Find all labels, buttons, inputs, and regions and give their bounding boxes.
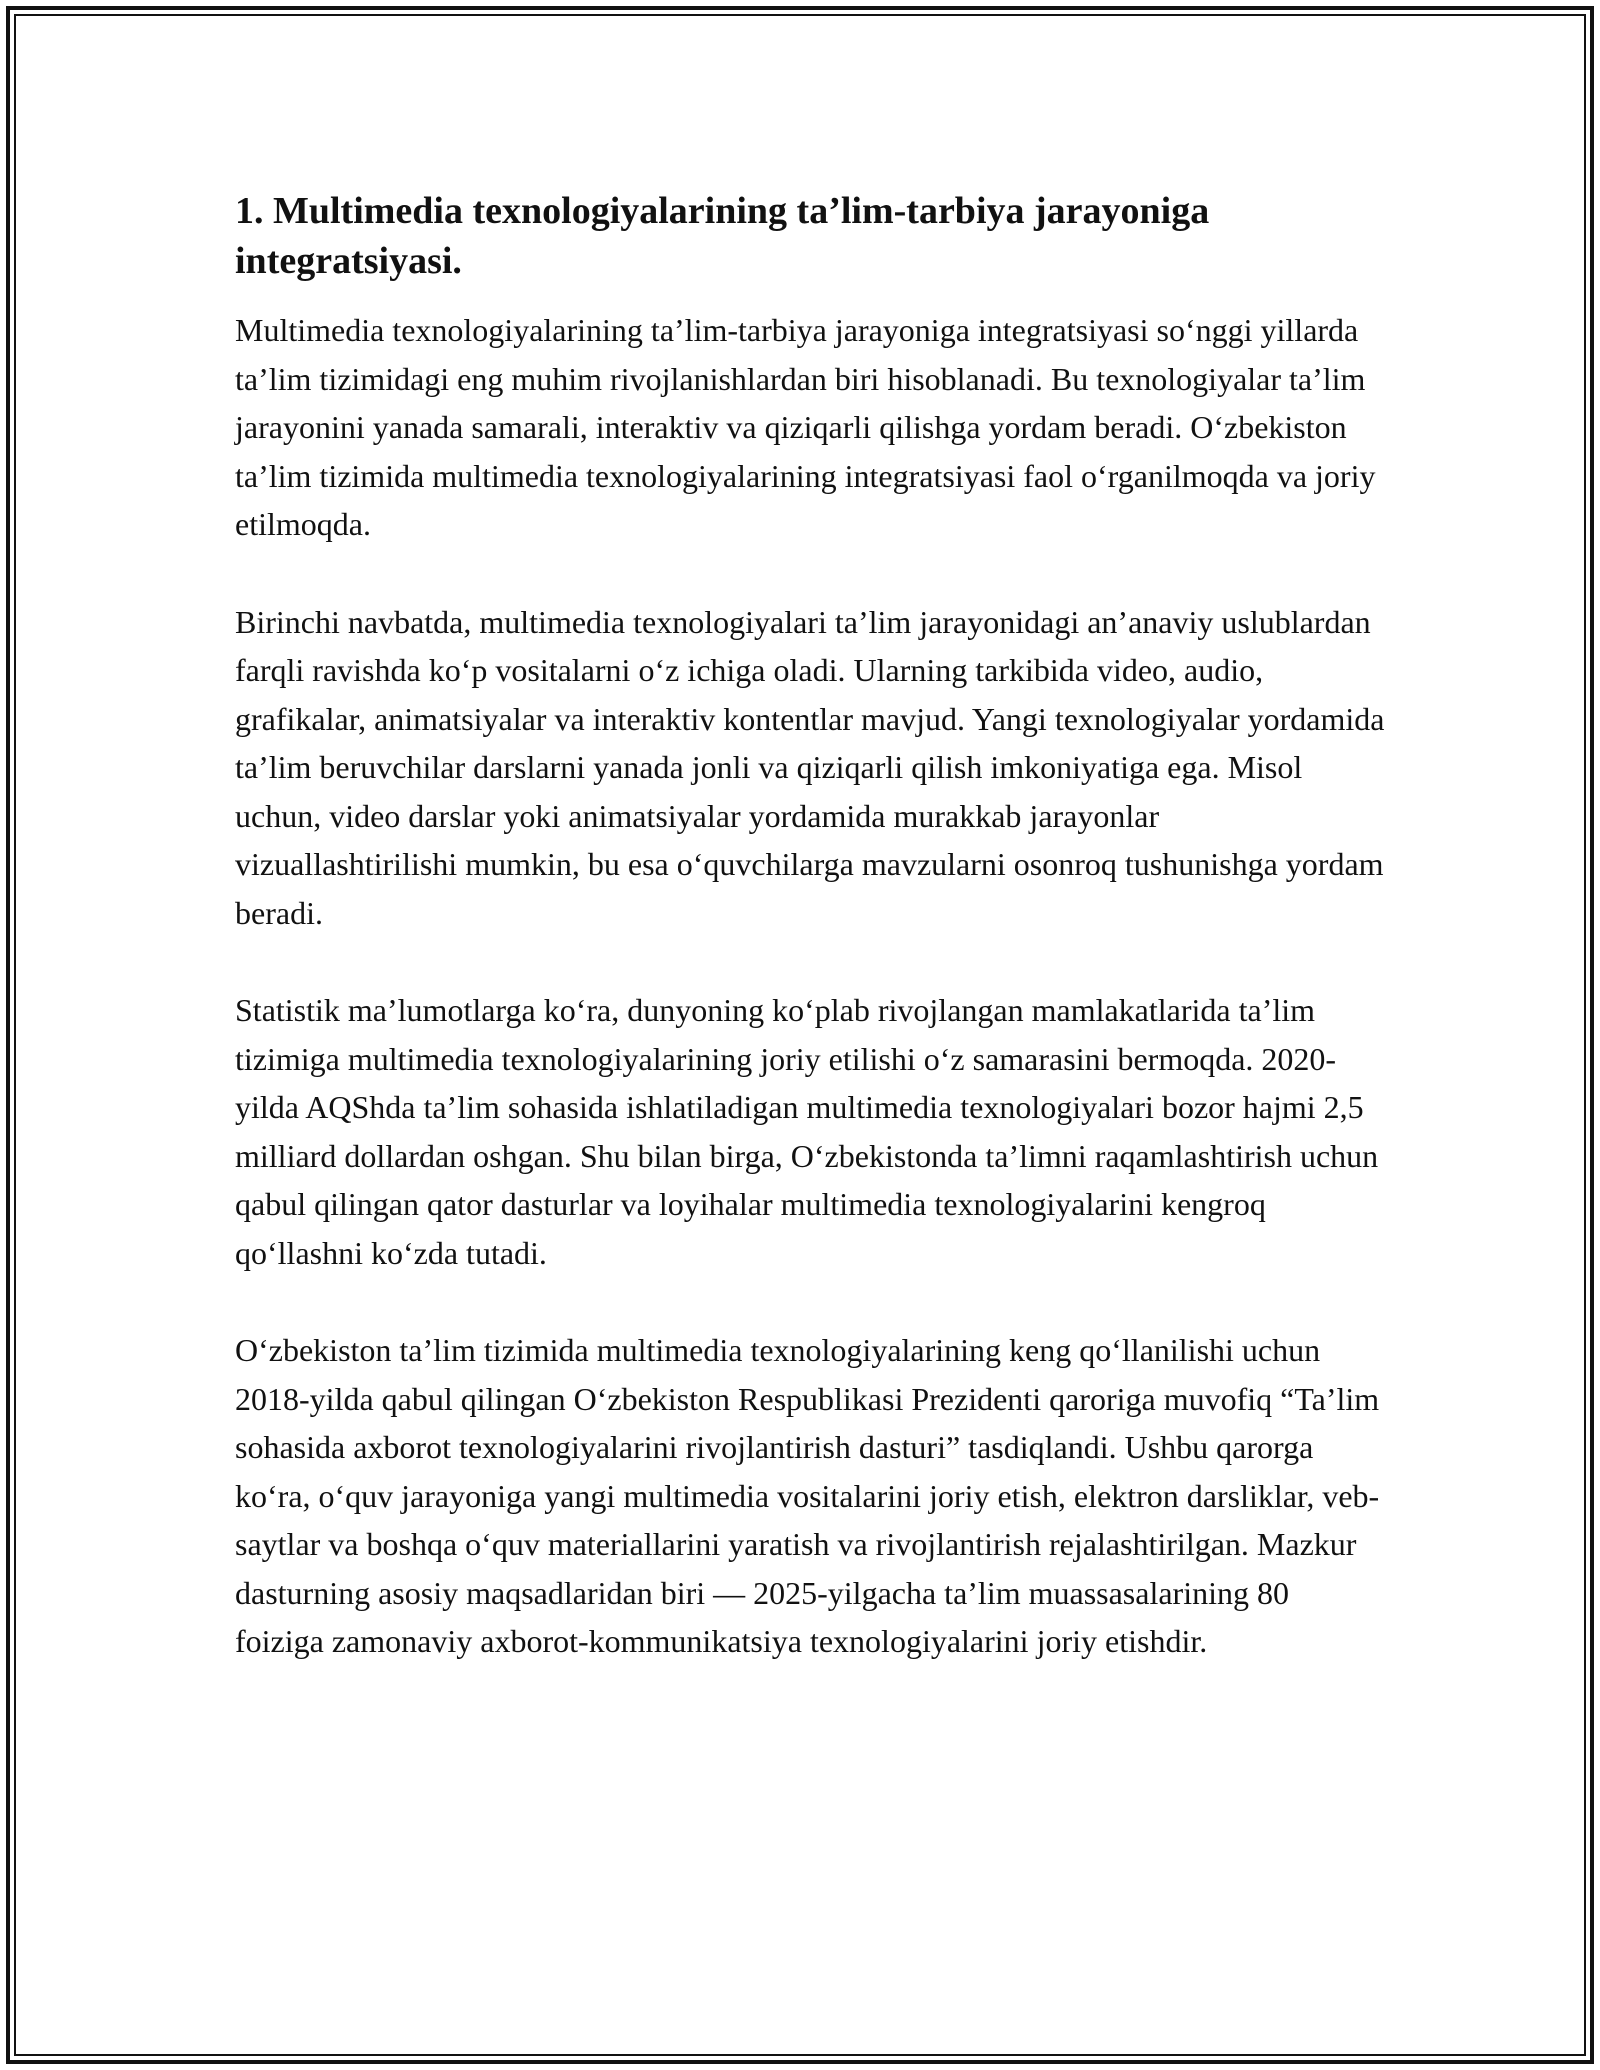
document-page xyxy=(235,186,1385,1715)
paragraph-2: Birinchi navbatda, multimedia texnologiyalari ta’lim jarayonidagi an’anaviy uslublardan farqli ravishda ko‘p vositalarni o‘z ichiga oladi. Ularning tarkibida video, audio, grafikalar, animatsiyalar va interaktiv kontentlar mavjud. Yangi texnologiyalar yordamida ta’lim beruvchilar darslarni yanada jonli va qiziqarli qilish imkoniyatiga ega. Misol uchun, video darslar yoki animatsiyalar yordamida murakkab jarayonlar vizuallashtirilishi mumkin, bu esa o‘quvchilarga mavzularni osonroq tushunishga yordam beradi. xyxy=(235,603,1385,931)
paragraph-4: O‘zbekiston ta’lim tizimida multimedia texnologiyalarining keng qo‘llanilishi uchun 2018-yilda qabul qilingan O‘zbekiston Respublikasi Prezidenti qaroriga muvofiq “Ta’lim sohasida axborot texnologiyalarini rivojlantirish dasturi” tasdiqlandi. Ushbu qarorga ko‘ra, o‘quv jarayoniga yangi multimedia vositalarini joriy etish, elektron darsliklar, veb-saytlar va boshqa o‘quv materiallarini yaratish va rivojlantirish rejalashtirilgan. Mazkur dasturning asosiy maqsadlaridan biri — 2025-yilgacha ta’lim muassasalarining 80 foiziga zamonaviy axborot-kommunikatsiya texnologiyalarini joriy etishdir. xyxy=(235,1332,1380,1659)
paragraph-1: Multimedia texnologiyalarining ta’lim-tarbiya jarayoniga integratsiyasi so‘nggi yillarda ta’lim tizimidagi eng muhim rivojlanishlardan biri hisoblanadi. Bu texnologiyalar ta’lim jarayonini yanada samarali, interaktiv va qiziqarli qilishga yordam beradi. O‘zbekiston ta’lim tizimida multimedia texnologiyalarining integratsiyasi faol o‘rganilmoqda va joriy etilmoqda. xyxy=(235,312,1376,542)
document-title: 1. Multimedia texnologiyalarining ta’lim-tarbiya jarayoniga integratsiyasi. xyxy=(235,190,1210,282)
paragraph-3: Statistik ma’lumotlarga ko‘ra, dunyoning ko‘plab rivojlangan mamlakatlarida ta’lim tizimiga multimedia texnologiyalarining joriy etilishi o‘z samarasini bermoqda. 2020-yilda AQShda ta’lim sohasida ishlatiladigan multimedia texnologiyalari bozor hajmi 2,5 milliard dollardan oshgan. Shu bilan birga, O‘zbekistonda ta’limni raqamlashtirish uchun qabul qilingan qator dasturlar va loyihalar multimedia texnologiyalarini kengroq qo‘llashni ko‘zda tutadi. xyxy=(235,992,1379,1271)
